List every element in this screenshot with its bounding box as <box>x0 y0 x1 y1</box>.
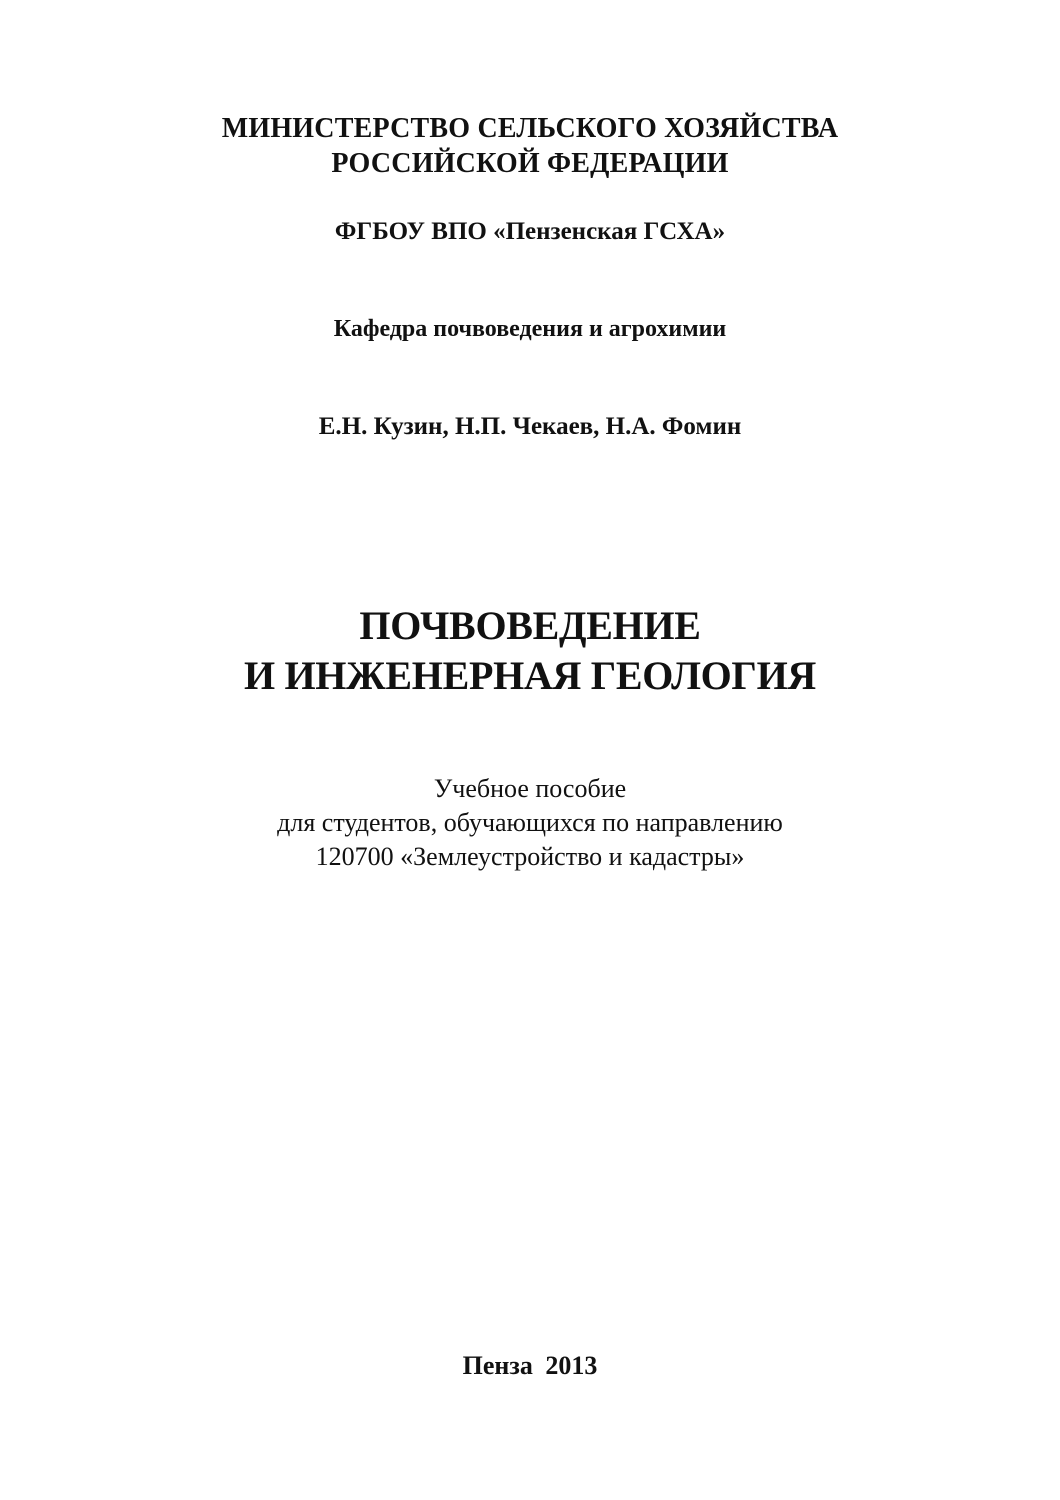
subtitle-line-1: Учебное пособие <box>433 774 627 803</box>
ministry-line-2: РОССИЙСКОЙ ФЕДЕРАЦИИ <box>331 148 729 179</box>
subtitle-line-2: для студентов, обучающихся по направлению <box>277 808 783 837</box>
city-year: Пенза 2013 <box>462 1351 598 1380</box>
book-title-line-2: И ИНЖЕНЕРНАЯ ГЕОЛОГИЯ <box>243 653 816 698</box>
department-name: Кафедра почвоведения и агрохимии <box>333 316 727 342</box>
book-title-line-1: ПОЧВОВЕДЕНИЕ <box>359 603 701 648</box>
institution-name: ФГБОУ ВПО «Пензенская ГСХА» <box>334 218 726 245</box>
ministry-line-1: МИНИСТЕРСТВО СЕЛЬСКОГО ХОЗЯЙСТВА <box>221 113 839 144</box>
authors: Е.Н. Кузин, Н.П. Чекаев, Н.А. Фомин <box>318 413 742 440</box>
subtitle-line-3: 120700 «Землеустройство и кадастры» <box>315 842 745 871</box>
